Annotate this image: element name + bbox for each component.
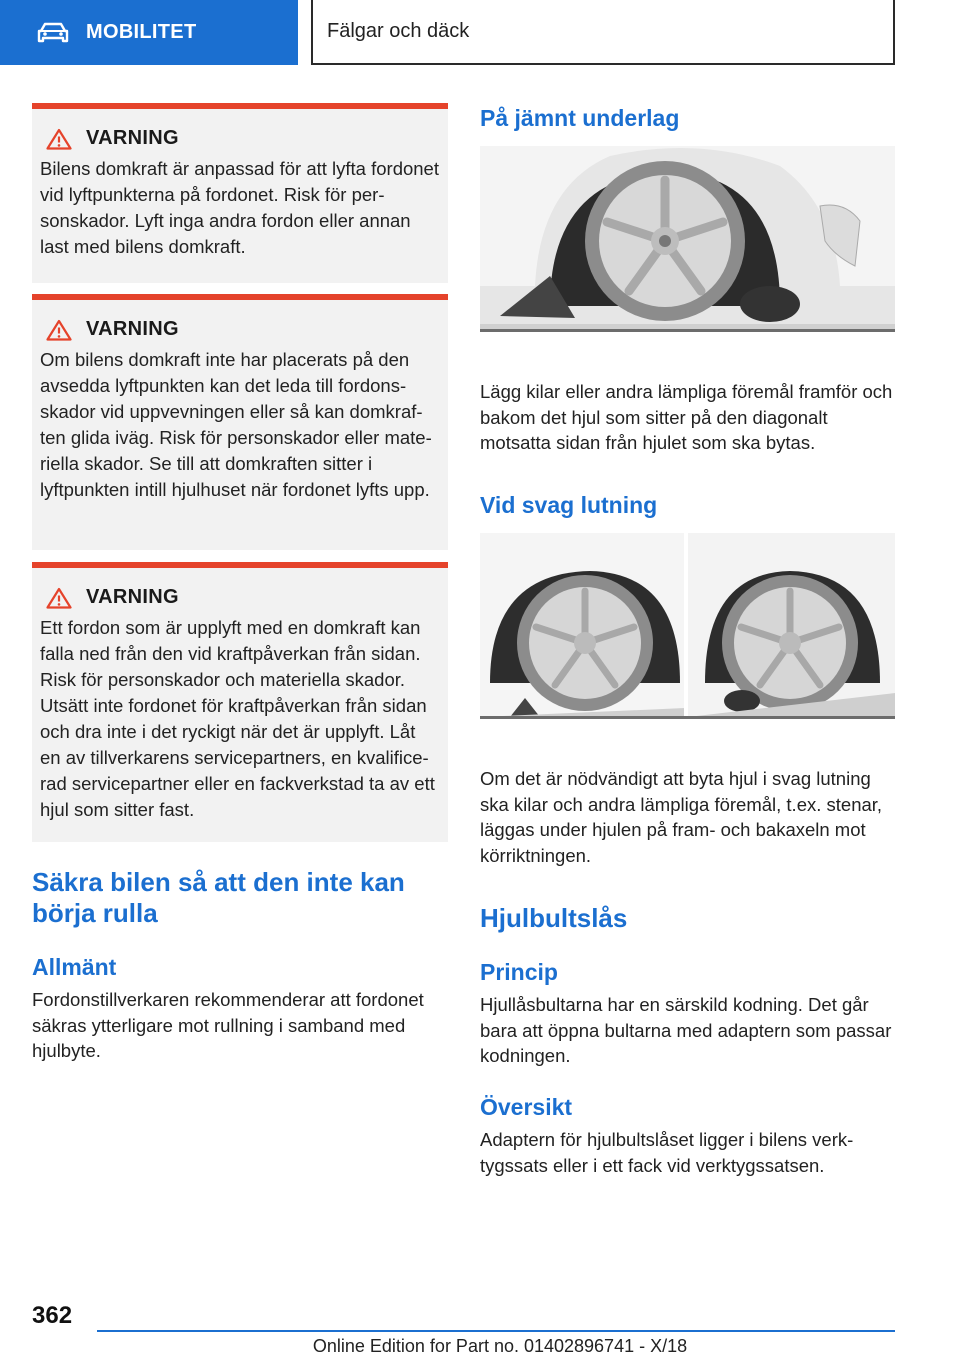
warning-text: Om bilens domkraft inte har placerats på den avsedda lyftpunkten kan det leda till fordonsskador vid uppvevningen eller så kan domkraften glida iväg. Risk för personskador eller materiella skador. Se till att domkraften sitter i lyftpunkten intill hjulhuset när fordonet lyfts upp. [40, 349, 432, 500]
warning-box-2 [32, 294, 448, 550]
paragraph-principle: Hjullåsbultarna har en särskild kodning. Det går bara att öppna bultarna med adaptern som passar kodningen. [480, 994, 892, 1066]
warning-header [46, 127, 440, 150]
section-heading-secure-car: Säkra bilen så att den inte kan börja rulla [32, 867, 405, 928]
paragraph-slight-slope: Om det är nödvändigt att byta hjul i svag lutning ska kilar och andra lämpliga föremål, t.ex. stenar, läggas under hjulen på fram- och bakaxeln mot körriktningen. [480, 768, 883, 866]
illustration-flat-ground [480, 146, 895, 330]
subheading-principle: Princip [480, 959, 558, 985]
warning-label: VARNING [86, 318, 179, 340]
car-icon [36, 21, 70, 45]
page-number: 362 [32, 1302, 73, 1329]
warning-triangle-icon [46, 319, 72, 341]
warning-triangle-icon [46, 128, 72, 150]
paragraph-general: Fordonstillverkaren rekommenderar att fordonet säkras ytterligare mot rullning i samband med hjulbyte. [32, 989, 424, 1061]
section-heading-wheel-lock: Hjulbultslås [480, 903, 628, 933]
footer-rule [97, 1330, 895, 1332]
warning-triangle-icon [46, 587, 72, 609]
warning-label: VARNING [86, 127, 179, 149]
warning-text: Bilens domkraft är anpassad för att lyfta fordonet vid lyftpunkterna på fordonet. Risk för personskador. Lyft inga andra fordon eller annan last med bilens domkraft. [40, 158, 439, 257]
paragraph-overview: Adaptern för hjulbultslåset ligger i bilens verktygssats eller i ett fack vid verktygssatsen. [480, 1129, 854, 1176]
footer-edition: Online Edition for Part no. 01402896741 - X/18 [312, 1336, 688, 1356]
illustration-slight-slope [480, 533, 895, 717]
warning-box-3 [32, 562, 448, 842]
warning-header [46, 318, 440, 341]
warning-box-1 [32, 103, 448, 283]
figure-rule [480, 716, 895, 719]
section-tab[interactable] [0, 0, 298, 65]
paragraph-flat-ground: Lägg kilar eller andra lämpliga föremål framför och bakom det hjul som sitter på den diagonalt motsatta sidan från hjulet som ska bytas. [480, 381, 893, 453]
warning-text: Ett fordon som är upplyft med en domkraft kan falla ned från den vid kraftpåverkan från sidan. Risk för personskador och materiella skador. Utsätt inte fordonet för kraftpåverkan från sidan och dra inte i det ryckigt när det är upplyft. Låt en av tillverkarens servicepartners, en kvalificerad servicepartner eller en fackverkstad ta av ett hjul som sitter fast. [40, 617, 435, 820]
subheading-general: Allmänt [32, 954, 117, 980]
chapter-title: Fälgar och däck [311, 0, 895, 65]
warning-header [46, 586, 440, 609]
subheading-slight-slope: Vid svag lutning [480, 492, 658, 518]
subheading-overview: Översikt [480, 1094, 573, 1120]
figure-rule [480, 329, 895, 332]
subheading-flat-ground: På jämnt underlag [480, 105, 680, 131]
section-tab-label: MOBILITET [86, 21, 197, 43]
warning-label: VARNING [86, 586, 179, 608]
